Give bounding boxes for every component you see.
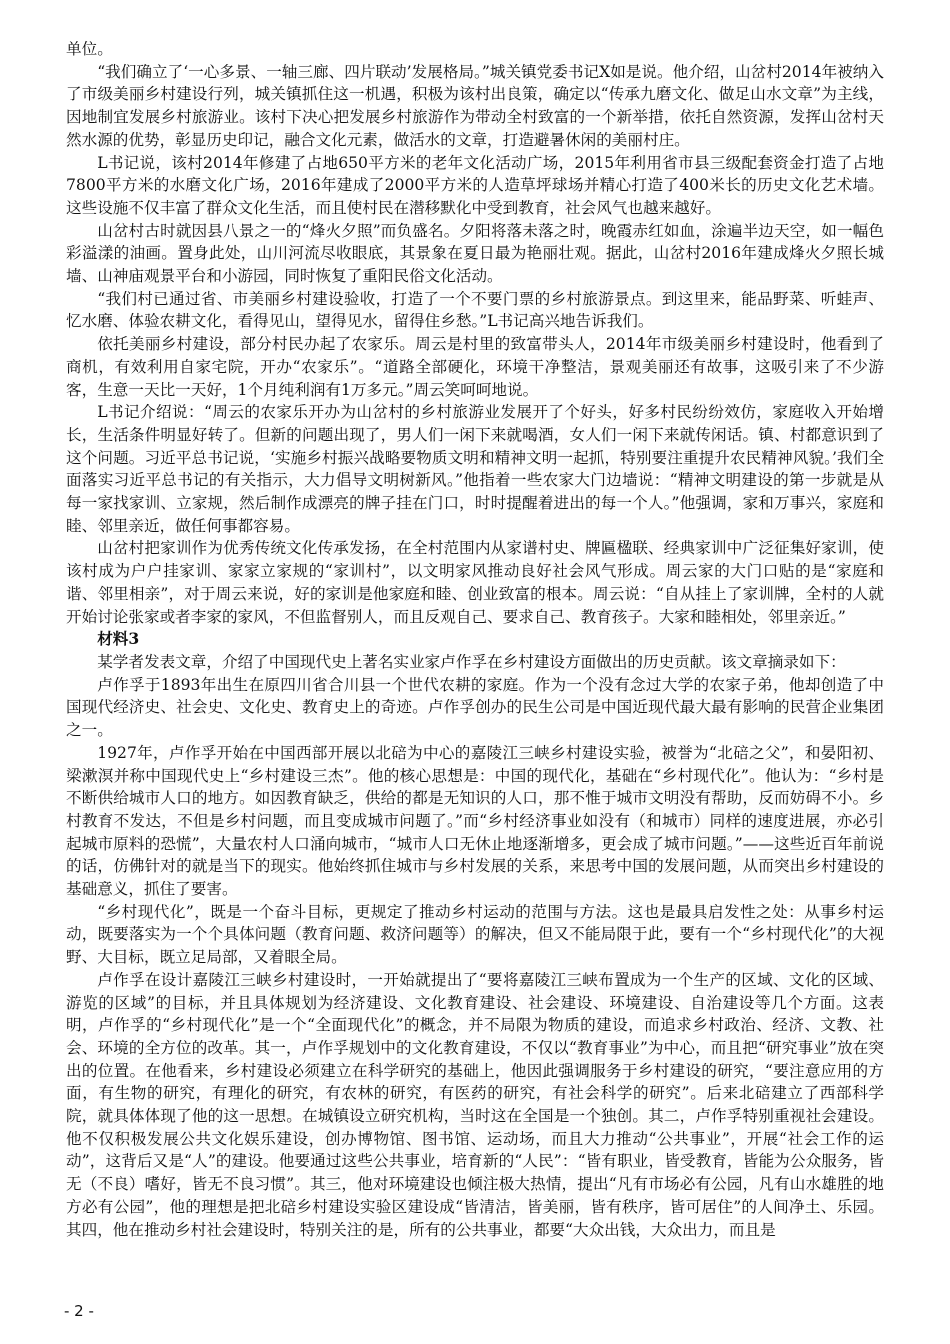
document-body	[66, 38, 884, 1241]
paragraph-6: 依托美丽乡村建设，部分村民办起了农家乐。周云是村里的致富带头人，2014年市级美丽乡村建设时，他看到了商机，有效利用自家宅院，开办“农家乐”。“道路全部硬化，环境干净整洁，景观美丽还有故事，这吸引来了不少游客，生意一天比一天好，1个月纯利润有1万多元。”周云笑呵呵地说。	[66, 335, 884, 399]
paragraph-8: 山岔村把家训作为优秀传统文化传承发扬，在全村范围内从家谱村史、牌匾楹联、经典家训中广泛征集好家训，使该村成为户户挂家训、家家立家规的“家训村”，以文明家风推动良好社会风气形成。周云家的大门口贴的是“家庭和谐、邻里相亲”，对于周云来说，好的家训是他家庭和睦、创业致富的根本。周云说：“自从挂上了家训牌，全村的人就开始讨论张家或者李家的家风，不但监督别人，而且反观自己、要求自己、教育孩子。大家和睦相处，邻里亲近。”	[66, 539, 884, 626]
paragraph-4: 山岔村古时就因县八景之一的“烽火夕照”而负盛名。夕阳将落未落之时，晚霞赤红如血，涂遍半边天空，如一幅色彩溢漾的油画。置身此处，山川河流尽收眼底，其景象在夏日最为艳丽壮观。据此，山岔村2016年建成烽火夕照长城墙、山神庙观景平台和小游园，同时恢复了重阳民俗文化活动。	[66, 221, 884, 286]
section-heading-material-3: 材料3	[97, 629, 140, 649]
paragraph-10: 卢作孚于1893年出生在原四川省合川县一个世代农耕的家庭。作为一个没有念过大学的农家子弟，他却创造了中国现代经济史、社会史、文化史、教育史上的奇迹。卢作孚创办的民生公司是中国近现代最大最有影响的民营企业集团之一。	[66, 675, 884, 740]
paragraph-2: “我们确立了‘一心多景、一轴三廊、四片联动’发展格局。”城关镇党委书记X如是说。他介绍，山岔村2014年被纳入了市级美丽乡村建设行列，城关镇抓住这一机遇，积极为该村出良策，确定以“传承九磨文化、做足山水文章”为主线，因地制宜发展乡村旅游业。该村下决心把发展乡村旅游作为带动全村致富的一个新举措，依托自然资源，发挥山岔村天然水源的优势，彰显历史印记，融合文化元素，做活水的文章，打造避暑休闲的美丽村庄。	[66, 62, 884, 149]
paragraph-11: 1927年，卢作孚开始在中国西部开展以北碚为中心的嘉陵江三峡乡村建设实验，被誉为“北碚之父”，和晏阳初、梁漱溟并称中国现代史上“乡村建设三杰”。他的核心思想是：中国的现代化，基础在“乡村现代化”。他认为：“乡村是不断供给城市人口的地方。如因教育缺乏，供给的都是无知识的人口，那不惟于城市文明没有帮助，反而妨碍不小。乡村教育不发达，不但是乡村问题，而且变成城市问题了。”而“乡村经济事业如没有（和城市）同样的速度进展，亦必引起城市原料的恐慌”，大量农村人口涌向城市，“城市人口无休止地逐渐增多，更会成了城市问题。”——这些近百年前说的话，仿佛针对的就是当下的现实。他始终抓住城市与乡村发展的关系，来思考中国的发展问题，从而突出乡村建设的基础意义，抓住了要害。	[66, 743, 884, 899]
page-number: - 2 -	[64, 1302, 94, 1320]
paragraph-5: “我们村已通过省、市美丽乡村建设验收，打造了一个不要门票的乡村旅游景点。到这里来，能品野菜、听蛙声、忆水磨、体验农耕文化，看得见山，望得见水，留得住乡愁。”L书记高兴地告诉我们。	[66, 289, 884, 331]
paragraph-9: 某学者发表文章，介绍了中国现代史上著名实业家卢作孚在乡村建设方面做出的历史贡献。该文章摘录如下：	[97, 652, 846, 671]
paragraph-3: L书记说，该村2014年修建了占地650平方米的老年文化活动广场，2015年利用省市县三级配套资金打造了占地7800平方米的水磨文化广场，2016年建成了2000平方米的人造草坪球场并精心打造了400米长的历史文化艺术墙。这些设施不仅丰富了群众文化生活，而且使村民在潜移默化中受到教育，社会风气也越来越好。	[66, 153, 884, 217]
paragraph-1: 单位。	[66, 40, 113, 58]
paragraph-7: L书记介绍说：“周云的农家乐开办为山岔村的乡村旅游业发展开了个好头，好多村民纷纷效仿，家庭收入开始增长，生活条件明显好转了。但新的问题出现了，男人们一闲下来就喝酒，女人们一闲下来就传闲话。镇、村都意识到了这个问题。习近平总书记说，‘实施乡村振兴战略要物质文明和精神文明一起抓，特别要注重提升农民精神风貌。’我们全面落实习近平总书记的有关指示，大力倡导文明树新风。”他指着一些农家大门边墙说：“精神文明建设的第一步就是从每一家找家训、立家规，然后制作成漂亮的牌子挂在门口，时时提醒着进出的每一个人。”他强调，家和万事兴，家庭和睦、邻里亲近，做任何事都容易。	[66, 403, 884, 535]
paragraph-12: “乡村现代化”，既是一个奋斗目标，更规定了推动乡村运动的范围与方法。这也是最具启发性之处：从事乡村运动，既要落实为一个个具体问题（教育问题、救济问题等）的解决，但又不能局限于此，要有一个“乡村现代化”的大视野、大目标，既立足局部，又着眼全局。	[66, 902, 884, 967]
paragraph-13: 卢作孚在设计嘉陵江三峡乡村建设时，一开始就提出了“要将嘉陵江三峡布置成为一个生产的区域、文化的区域、游览的区域”的目标，并且具体规划为经济建设、文化教育建设、社会建设、环境建设、自治建设等几个方面。这表明，卢作孚的“乡村现代化”是一个“全面现代化”的概念，并不局限为物质的建设，而追求乡村政治、经济、文教、社会、环境的全方位的改革。其一，卢作孚规划中的文化教育建设，不仅以“教育事业”为中心，而且把“研究事业”放在突出的位置。在他看来，乡村建设必须建立在科学研究的基础上，他因此强调服务于乡村建设的研究，“要注意应用的方面，有生物的研究，有理化的研究，有农林的研究，有医药的研究，有社会科学的研究”。后来北碚建立了西部科学院，就具体体现了他的这一思想。在城镇设立研究机构，当时这在全国是一个独创。其二，卢作孚特别重视社会建设。他不仅积极发展公共文化娱乐建设，创办博物馆、图书馆、运动场，而且大力推动“公共事业”，开展“社会工作的运动”，这背后又是“人”的建设。他要通过这些公共事业，培育新的“人民”：“皆有职业，皆受教育，皆能为公众服务，皆无（不良）嗜好，皆无不良习惯”。其三，他对环境建设也倾注极大热情，提出“凡有市场必有公园，凡有山水雄胜的地方必有公园”，他的理想是把北碚乡村建设实验区建设成“皆清洁，皆美丽，皆有秩序，皆可居住”的人间净土、乐园。其四，他在推动乡村社会建设时，特别关注的是，所有的公共事业，都要“大众出钱，大众出力，而且是	[66, 970, 884, 1239]
